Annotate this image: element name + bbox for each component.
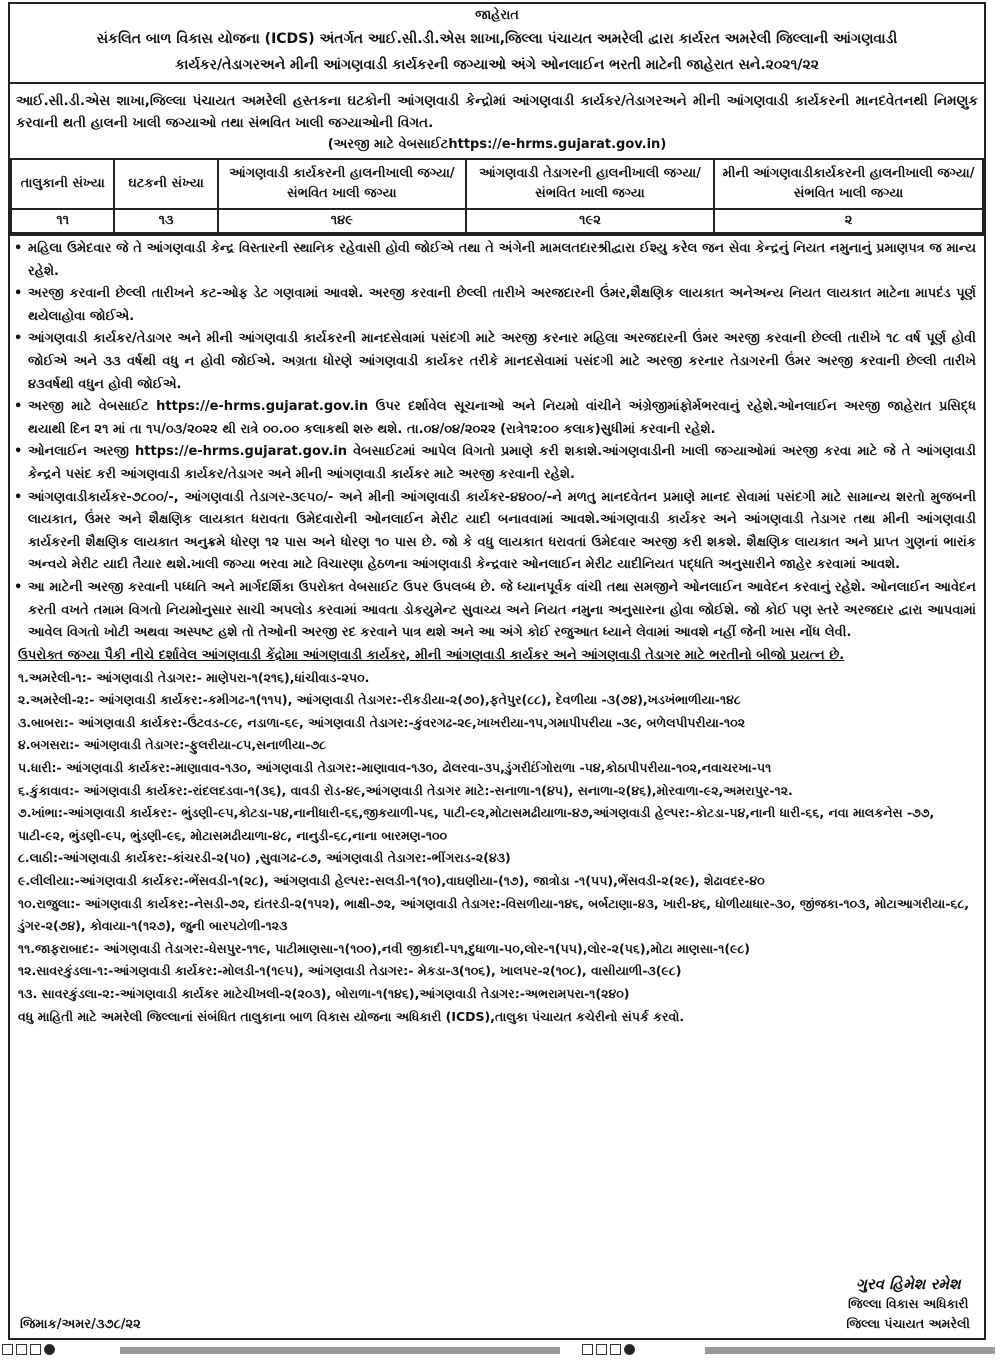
website-note: (અરજી માટે વેબસાઈટhttps://e-hrms.gujarat.gov.in) — [327, 137, 667, 152]
taluka-line: ૧૨.સાવરકુંડલા-૧:-આંગણવાડી કાર્યકર:-મોલડી-૧(૧૯૫), આંગણવાડી તેડાગર:- મેકડા-૩(૧૦૬), ખાલપર-૨(૧૦૮), વાસીયાળી-૩(૯૮) — [18, 963, 682, 979]
scan-bar — [705, 1347, 995, 1354]
col-helper-vacancy: આંગણવાડી તેડાગરની હાલનીખાલી જગ્યા/ સંભવિત ખાલી જગ્યા — [466, 159, 714, 209]
rule-item: • આંગણવાડીકાર્યકર-૭૮૦૦/-, આંગણવાડી તેડાગર-૩૯૫૦/- અને મીની આંગણવાડી કાર્યકર-૪૪૦૦/-ને મળતુ માનદવેતન પ્રમાણે માનદ સેવામાં પસંદગી માટે સામાન્ય શરતો મુજબની લાયકાત, ઉંમર અને શૈક્ષણિક લાયકાત ધરાવતા ઉમેદવારોની ઓનલાઈન મેરીટ યાદી બનાવવામાં આવશે.આંગણવાડી કાર્યકર અને આંગણવાડી તેડાગર તથા મીની આંગણવાડી કાર્યકરની શૈક્ષણિક લાયકાત અનુક્રમે ધોરણ ૧૨ પાસ અને ધોરણ ૧૦ પાસ છે. જો કે વધુ લાયકાત ધરાવતાં ઉમેદવાર અરજી કરી શકશે. શૈક્ષણિક લાયકાત અને પ્રાપ્ત ગુણનાં ભારાંક અન્વયે મેરીટ યાદી તૈયાર થશે.ખાલી જગ્યા ભરવા માટે વિચારણા હેઠળના આંગણવાડી કેન્દ્રવાર ઓનલાઈન મેરીટ યાદીનિયત પદ્ધતિ અનુસારીને જાહેર કરવામાં આવશે. — [26, 487, 976, 577]
rule-item: • અરજી માટે વેબસાઈટ https://e-hrms.gujarat.gov.in ઉપર દર્શાવેલ સૂચનાઓ અને નિયમો વાંચીને અંગ્રેજીમાંફોર્મભરવાનું રહેશે.ઓનલાઈન અરજી જાહેરાત પ્રસિદ્ધ થયાથી દિન ૨૧ માં તા ૧૫/૦૩/૨૦૨૨ થી રાત્રે ૦૦.૦૦ કલાકથી શરુ થશે. તા.૦૪/૦૪/૨૦૨૨ (રાત્રે૧૨:૦૦ કલાક)સુધીમાં કરવાની રહેશે. — [26, 396, 976, 441]
cell-ghatak-count: ૧૩ — [114, 209, 217, 233]
scan-mark — [44, 1344, 55, 1355]
vacancy-table-header — [11, 159, 983, 209]
cell-worker-vacancy: ૧૪૯ — [218, 209, 466, 233]
col-worker-vacancy: આંગણવાડી કાર્યકરની હાલનીખાલી જગ્યા/ સંભવિત ખાલી જગ્યા — [218, 159, 466, 209]
taluka-line: ૧૧.જાફરાબાદ:- આંગણવાડી તેડાગર:-ધેસપુર-૧૧૯, પાટીમાણસા-૧(૧૦૦),નવી જીકાદી-૫૧,દુધાળા-૫૦,લોર-૧(૫૫),લોર-૨(૫૬),મોટા માણસા-૧(૯૮) — [18, 940, 751, 956]
taluka-line: ૧૩. સાવરકુંડલા-૨:-આંગણવાડી કાર્યકર માટેચીખલી-૨(૨૦૩), બોરાળા-૧(૧૪૬),આંગણવાડી તેડાગર:-અભરામપરા-૧(૨૪૦) — [18, 986, 630, 1001]
col-taluka-count: તાલુકાની સંખ્યા — [11, 159, 114, 209]
header-line-1: સંકલિત બાળ વિકાસ યોજના (ICDS) અંતર્ગત આઈ.સી.ડી.એસ શાખા,જિલ્લા પંચાયત અમરેલી દ્વારા કાર્યરત અમરેલી જિલ્લાની આંગણવાડી — [96, 31, 898, 47]
office-name: જિલ્લા પંચાયત અમરેલી — [846, 1316, 970, 1331]
rules-list — [10, 234, 984, 645]
taluka-line: ૮.લાઠી:-આંગણવાડી કાર્યકર:-કાંચરડી-૨(૫૦) ,સુવાગઢ-૮૭, આંગણવાડી તેડાગર:-ભીંગરાડ-૨(૪૩) — [18, 850, 511, 866]
scan-marks-right — [582, 1344, 638, 1355]
rule-item: • આ માટેની અરજી કરવાની પધ્ધતિ અને માર્ગદર્શિકા ઉપરોક્ત વેબસાઈટ ઉપર ઉપલબ્ધ છે. જે ધ્યાનપૂર્વક વાંચી તથા સમજીને ઓનલાઈન આવેદન કરવાનું રહેશે. ઓનલાઈન આવેદન કરતી વખતે તમામ વિગતો નિયમોનુસાર સાચી અપલોડ કરવામાં આવતા ડોકયુમેન્ટ સુવાચ્ય અને નિયત નમુના અનુસારના હોવા જોઈશે. જો કોઈ પણ સ્તરે અરજદાર દ્વારા આપવામાં આવેલ વિગતો ખોટી અથવા અસ્પષ્ટ હશે તો તેઓની અરજી રદ કરવાને પાત્ર થશે અને આ અંગે કોઈ રજુઆત ધ્યાને લેવામાં આવશે નહીં જેની ખાસ નોંધ લેવી. — [26, 577, 976, 645]
taluka-line: ૧૦.રાજુલા:- આંગણવાડી કાર્યકર:-નેસડી-૭૨, દાંતરડી-૨(૧૫૨), ભાક્ષી-૭૨, આંગણવાડી તેડાગર:-વિસળીયા-૧૪૬, બર્બટાણા-૪૩, ખારી-૪૬, ધોળીયાધાર-૩૦, જીંજકા-૧૦૩, મોટાઆગરીયા-૬૮, ડુંગર-૨(૭૪), કોવાયા-૧(૧૨૭), જુની બારપટોળી-૧૨૩ — [18, 895, 970, 934]
scan-mark — [582, 1344, 593, 1355]
vacancy-table — [10, 158, 984, 234]
signature-name: ગુરવ હિમેશ રમેશ — [855, 1275, 961, 1293]
taluka-line: ૬.કુંકાવાવ:- આંગણવાડી કાર્યકર:-રાંદલદડવા-૧(૩૬), વાવડી રોડ-૪૯,આંગણવાડી તેડાગર માટે:-સનાળા-૧(૪૫), સનાળા-૨(૪૬),મોરવાળા-૯૨,અમરાપુર-૧૨. — [18, 782, 793, 798]
second-attempt-heading: ઉપરોક્ત જગ્યા પૈકી નીચે દર્શાવેલ આંગણવાડી કેંદ્રોમા આંગણવાડી કાર્યકર, મીની આંગણવાડી કાર્યકર અને આંગણવાડી તેડાગર માટે ભરતીનો બીજો પ્રયત્ન છે. — [18, 647, 845, 663]
rule-item: • ઓનલાઈન અરજી https://e-hrms.gujarat.gov.in વેબસાઈટમાં આપેલ વિગતો પ્રમાણે કરી શકાશે.આંગણવાડીની ખાલી જગ્યાઓમાં અરજી કરવા માટે જે તે આંગણવાડી કેન્દ્રને પસંદ કરી આંગણવાડી કાર્યકર/તેડાગર અને મીની આંગણવાડી કાર્યકર માટે અરજી કરવાની રહેશે. — [26, 441, 976, 486]
scan-mark — [2, 1344, 13, 1355]
taluka-line: ૨.અમરેલી-૨:- આંગણવાડી કાર્યકર:-કમીગઢ-૧(૧૧૫), આંગણવાડી તેડાગર:-રીકડીયા-૨(૭૦),ફતેપુર(૮૮), દેવળીયા -૩(૭૪),ખડખંભાળીયા-૧૪૮ — [18, 692, 741, 708]
footer — [10, 1272, 984, 1338]
announcement-tag: જાહેરાત — [475, 8, 519, 23]
advertisement-header — [10, 4, 984, 84]
cell-mini-worker-vacancy: ૨ — [714, 209, 983, 233]
taluka-line: ૯.લીલીયા:-આંગણવાડી કાર્યકર:-ભેંસવડી-૧(૨૮), આંગણવાડી હેલ્પર:-સલડી-૧(૧૦),વાઘણીયા-(૧૭), જાત્રોડા -૧(૫૫),ભેંસવડી-૨(૨૯), શેઢાવદર-૪૦ — [18, 873, 765, 889]
designation: જિલ્લા વિકાસ અધિકારી — [847, 1296, 969, 1311]
scan-mark — [30, 1344, 41, 1355]
cell-helper-vacancy: ૧૯૨ — [466, 209, 714, 233]
vacancy-table-row — [11, 209, 983, 233]
col-mini-worker-vacancy: મીની આંગણવાડીકાર્યકરની હાલનીખાલી જગ્યા/ સંભવિત ખાલી જગ્યા — [714, 159, 983, 209]
scan-mark — [624, 1344, 635, 1355]
taluka-vacancy-list — [10, 667, 984, 1006]
scan-bar — [120, 1347, 560, 1354]
rule-item: • અરજી કરવાની છેલ્લી તારીખને કટ-ઓફ ડેટ ગણવામાં આવશે. અરજી કરવાની છેલ્લી તારીખે અરજદારની ઉંમર,શૈક્ષણિક લાયકાત અનેઅન્ય નિયત લાયકાત માટેના માપદંડ પૂર્ણ થયેલાહોવા જોઈએ. — [26, 283, 976, 328]
rule-item: • આંગણવાડી કાર્યકર/તેડાગર અને મીની આંગણવાડી કાર્યકરની માનદસેવામાં પસંદગી માટે અરજી કરનાર મહિલા અરજદારની ઉંમર અરજી કરવાની છેલ્લી તારીખે ૧૮ વર્ષ પૂર્ણ હોવી જોઈએ અને ૩૩ વર્ષથી વધુ ન હોવી જોઈએ. અગ્રતા ધોરણે આંગણવાડી કાર્યકર તરીકે માનદસેવામાં પસંદગી માટે અરજી કરનાર તેડાગરની ઉંમર અરજી કરવાની છેલ્લી તારીખે ૪૩વર્ષથી વધુન હોવી જોઈએ. — [26, 328, 976, 396]
signature-block — [846, 1274, 970, 1334]
taluka-line: ૫.ધારી:- આંગણવાડી કાર્યકર:-માણાવાવ-૧૩૦, આંગણવાડી તેડાગર:-માણાવાવ-૧૩૦, ઢોલરવા-૩૫,ડુંગરીઈંગોરાળા -૫૪,કોઠાપીપરીયા-૧૦૨,નવાચરખા-૫૧ — [18, 760, 772, 776]
rule-item: • મહિલા ઉમેદવાર જે તે આંગણવાડી કેન્દ્ર વિસ્તારની સ્થાનિક રહેવાસી હોવી જોઈએ તથા તે અંગેની મામલતદારશ્રીદ્વારા ઈશ્યુ કરેલ જન સેવા કેન્દ્રનું નિયત નમુનાનું પ્રમાણપત્ર જ માન્ય રહેશે. — [26, 238, 976, 283]
reference-number: જિમાક/અમર/૩૭૮/૨૨ — [20, 1317, 141, 1332]
scan-mark — [596, 1344, 607, 1355]
taluka-line: ૭.ખાંભા:-આંગણવાડી કાર્યકર:- ભુંડણી-૯૫,કોટડા-૫૪,નાનીધારી-૬૬,જીકયાળી-૫૬, પાટી-૯૨,મોટાસમઢીયાળા-૪૭,આંગણવાડી હેલ્પર:-કોટડા-૫૪,નાની ધારી-૬૬, નવા માલકનેસ -૭૭, પાટી-૯૨, ભુંડણી-૯૫, ભુંડણી-૯૬, મોટાસમઢીયાળા-૪૮, નાનુડી-૬૮,નાના બારમણ-૧૦૦ — [18, 805, 935, 843]
scan-marks-left — [2, 1344, 58, 1355]
taluka-line: ૩.બાબરા:- આંગણવાડી કાર્યકર:-ઉંટવડ-૮૯, નડાળા-૬૯, આંગણવાડી તેડાગર:-કુંવરગઢ-૨૯,ખાખરીયા-૧૫,ગમાપીપરીયા -૩૯, બળેલપીપરીયા-૧૦૨ — [18, 714, 746, 730]
scan-mark — [16, 1344, 27, 1355]
advertisement-page — [8, 2, 986, 1340]
contact-note: વધુ માહિતી માટે અમરેલી જિલ્લાનાં સંબંધિત તાલુકાના બાળ વિકાસ યોજના અધિકારી (ICDS),તાલુકા પંચાયત કચેરીનો સંપર્ક કરવો. — [18, 1008, 685, 1024]
taluka-line: ૧.અમરેલી-૧:- આંગણવાડી તેડાગર:- માણેપરા-૧(૨૧૬),ધાંચીવાડ-૨૫૦. — [18, 669, 370, 685]
header-line-2: કાર્યકર/તેડાગરઅને મીની આંગણવાડી કાર્યકરની જગ્યાઓ અંગે ઓનલાઈન ભરતી માટેની જાહેરાત સને.૨૦૨૧/૨૨ — [175, 57, 819, 73]
col-ghatak-count: ઘટકની સંખ્યા — [114, 159, 217, 209]
intro-section — [10, 84, 984, 158]
cell-taluka-count: ૧૧ — [11, 209, 114, 233]
intro-text: આઈ.સી.ડી.એસ શાખા,જિલ્લા પંચાયત અમરેલી હસ્તકના ઘટકોની આંગણવાડી કેન્દ્રોમાં આંગણવાડી કાર્યકર/તેડાગરઅને મીની આંગણવાડી કાર્યકરની માનદવેતનથી નિમણુક કરવાની થતી હાલની ખાલી જગ્યાઓ તથા સંભવિત ખાલી જગ્યાઓની વિગત. — [16, 93, 978, 131]
scan-mark — [610, 1344, 621, 1355]
taluka-line: ૪.બગસરા:- આંગણવાડી તેડાગર:-ફુલરીયા-૮૫,સનાળીયા-૭૮ — [18, 737, 327, 753]
